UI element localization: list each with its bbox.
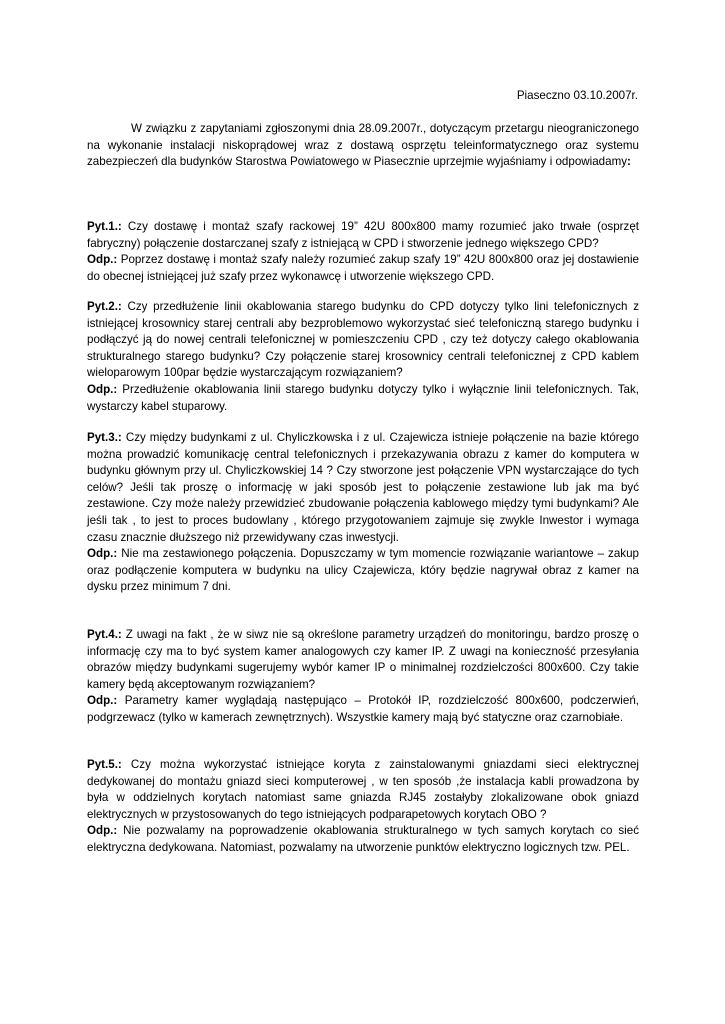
qa-block-3 bbox=[87, 430, 639, 596]
question-text: Czy dostawę i montaż szafy rackowej 19” 42U 800x800 mamy rozumieć jako trwałe (osprzęt fabryczny) połączenie dostarczanej szafy z istniejącą w CPD i stworzenie jednego większego CPD? bbox=[87, 220, 639, 250]
qa-block-2 bbox=[87, 299, 639, 415]
intro-colon: : bbox=[627, 155, 631, 169]
question-5 bbox=[87, 757, 639, 823]
answer-1 bbox=[87, 252, 639, 285]
answer-label: Odp.: bbox=[87, 824, 118, 838]
intro-text: W związku z zapytaniami zgłoszonymi dnia 28.09.2007r., dotyczącym przetargu nieograniczonego na wykonanie instalacji niskoprądowej wraz z dostawą osprzętu teleinformatycznego oraz systemu zabezpieczeń dla budynków Starostwa Powiatowego w Piasecznie uprzejmie wyjaśniamy i odpowiadamy bbox=[87, 122, 639, 169]
question-2 bbox=[87, 299, 639, 382]
question-label: Pyt.4.: bbox=[87, 628, 122, 641]
document-date: Piaseczno 03.10.2007r. bbox=[516, 89, 638, 102]
question-4 bbox=[87, 627, 639, 693]
question-text: Czy można wykorzystać istniejące koryta z zainstalowanymi gniazdami sieci elektrycznej dedykowanej do montażu gniazd sieci komputerowej , w ten sposób ,że instalacja kabli prowadzona by była w oddzielnych korytach natomiast same gniazda RJ45 zostałyby zlokalizowane obok gniazd elektrycznych w przystosowanych do tego istniejących podparapetowych korytach OBO ? bbox=[87, 758, 639, 821]
question-label: Pyt.3.: bbox=[87, 431, 122, 444]
answer-label: Odp.: bbox=[87, 253, 118, 267]
answer-5 bbox=[87, 823, 639, 856]
question-text: Z uwagi na fakt , że w siwz nie są określone parametry urządzeń do monitoringu, bardzo proszę o informację czy ma to być system kamer analogowych czy kamer IP. Z uwagi na konieczność przesyłania obrazów między budynkami sugerujemy wybór kamer IP o minimalnej rozdzielczości 800x600. Czy takie kamery będą akceptowanym rozwiązaniem? bbox=[87, 628, 639, 691]
answer-2 bbox=[87, 382, 639, 415]
qa-block-5 bbox=[87, 757, 639, 857]
question-label: Pyt.1.: bbox=[87, 220, 122, 233]
question-1 bbox=[87, 219, 639, 252]
answer-text: Parametry kamer wyglądają następująco – Protokół IP, rozdzielczość 800x600, podczerwień, podgrzewacz (tylko w kamerach zewnętrznych). Wszystkie kamery mają być statyczne oraz czarnobiałe. bbox=[87, 694, 639, 724]
answer-text: Poprzez dostawę i montaż szafy należy rozumieć zakup szafy 19” 42U 800x800 oraz jej dostawienie do obecnej istniejącej już szafy przez wykonawcę i utworzenie większego CPD. bbox=[87, 253, 639, 283]
question-label: Pyt.2.: bbox=[87, 300, 122, 313]
answer-label: Odp.: bbox=[87, 547, 118, 561]
answer-text: Przedłużenie okablowania linii starego budynku dotyczy tylko i wyłącznie linii telefonicznych. Tak, wystarczy kabel stuparowy. bbox=[87, 382, 639, 413]
question-text: Czy między budynkami z ul. Chyliczkowska i z ul. Czajewicza istnieje połączenie na bazie którego można prowadzić komunikację central telefonicznych i przekazywania obrazu z kamer do komputera w budynku głównym przy ul. Chyliczkowskiej 14 ? Czy stworzone jest połączenie VPN wystarczające do tych celów? Jeśli tak proszę o informację w jaki sposób jest to połączenie zestawione lub jak ma być zestawione. Czy może należy przewidzieć zbudowanie połączenia kablowego między tymi budynkami? Ale jeśli tak , to jest to proces budowlany , którego przygotowaniem zajmuje się zwykle Inwestor i wymaga czasu znacznie dłuższego niż przewidywany czas inwestycji. bbox=[87, 431, 639, 544]
question-text: Czy przedłużenie linii okablowania starego budynku do CPD dotyczy tylko lini telefonicznych z istniejącej krosownicy starej centrali aby bezproblemowo wykorzystać sieć telefoniczną starego budynku i podłączyć ją do nowej centrali telefonicznej w pomieszczeniu CPD , czy też dotyczy całego okablowania strukturalnego starego budynku? Czy połączenie starej krosownicy centrali telefonicznej z CPD kablem wieloparowym 100par będzie wystarczającym rozwiązaniem? bbox=[87, 300, 639, 380]
answer-3 bbox=[87, 546, 639, 596]
answer-text: Nie pozwalamy na poprowadzenie okablowania strukturalnego w tych samych korytach co sieć elektryczna dedykowana. Natomiast, pozwalamy na utworzenie punktów elektryczno logicznych tzw. PEL. bbox=[87, 824, 639, 854]
answer-4 bbox=[87, 693, 639, 726]
qa-block-4 bbox=[87, 627, 639, 727]
qa-block-1 bbox=[87, 219, 639, 285]
answer-label: Odp.: bbox=[87, 382, 118, 396]
answer-text: Nie ma zestawionego połączenia. Dopuszczamy w tym momencie rozwiązanie wariantowe – zakup oraz podłączenie komputera w budynku na ulicy Czajewicza, który będzie nagrywał obraz z kamer na dysku przez minimum 7 dni. bbox=[87, 547, 639, 594]
question-3 bbox=[87, 430, 639, 546]
answer-label: Odp.: bbox=[87, 694, 118, 708]
question-label: Pyt.5.: bbox=[87, 758, 122, 771]
intro-paragraph bbox=[87, 121, 639, 171]
